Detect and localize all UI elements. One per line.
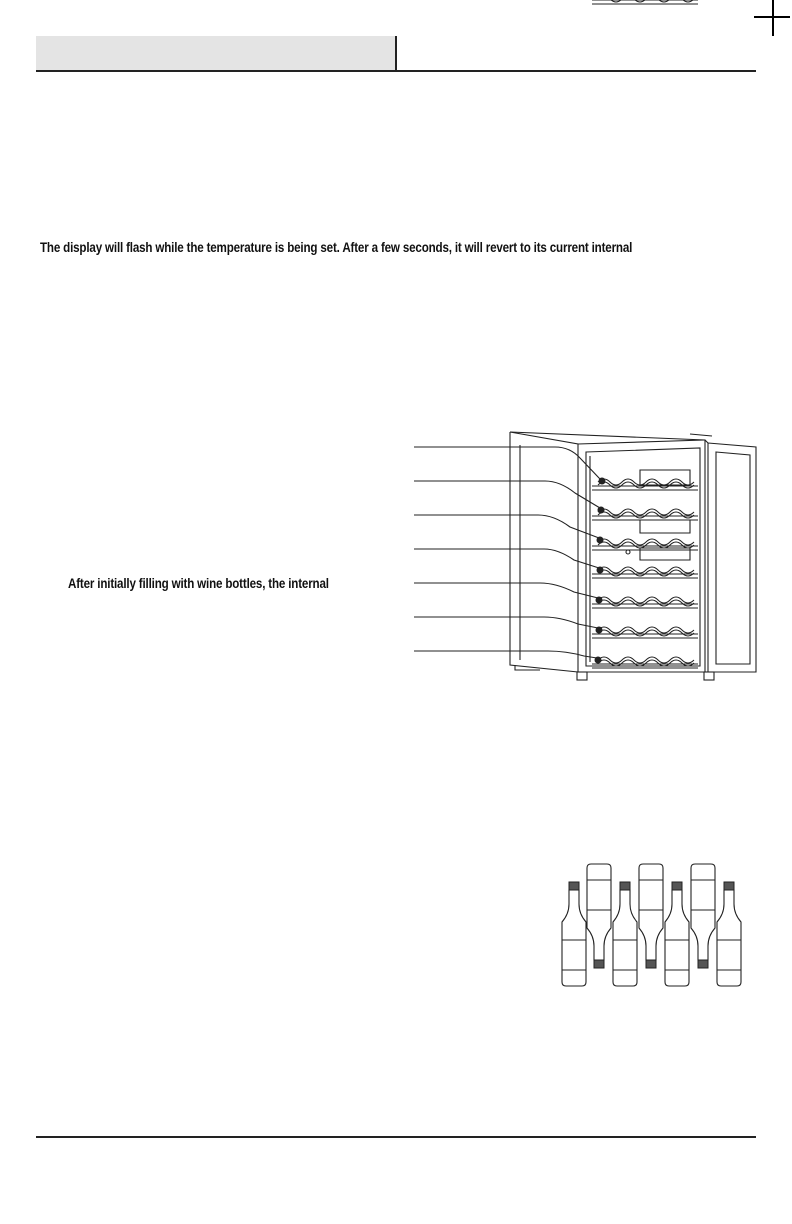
bottle-inverted-3: [691, 864, 715, 968]
header-tab-divider: [395, 36, 397, 72]
bottle-ends: [595, 478, 606, 664]
callout-leaders: [414, 447, 600, 658]
crop-mark-vertical: [772, 0, 774, 36]
display-flash-note: The display will flash while the temperature is being set. After a few seconds, it will revert to its current internal: [40, 240, 633, 255]
bottle-upright-4: [717, 882, 741, 986]
header-rule: [36, 70, 756, 72]
bottle-upright-3: [665, 882, 689, 986]
shelf-racks: [592, 0, 698, 668]
bottle-upright-1: [562, 882, 586, 986]
header-section-tab: [36, 36, 396, 70]
bottle-inverted-2: [639, 864, 663, 968]
bottle-upright-2: [613, 882, 637, 986]
bottle-inverted-1: [587, 864, 611, 968]
initial-fill-note: After initially filling with wine bottles, the internal: [68, 576, 329, 591]
footer-rule: [36, 1136, 756, 1138]
